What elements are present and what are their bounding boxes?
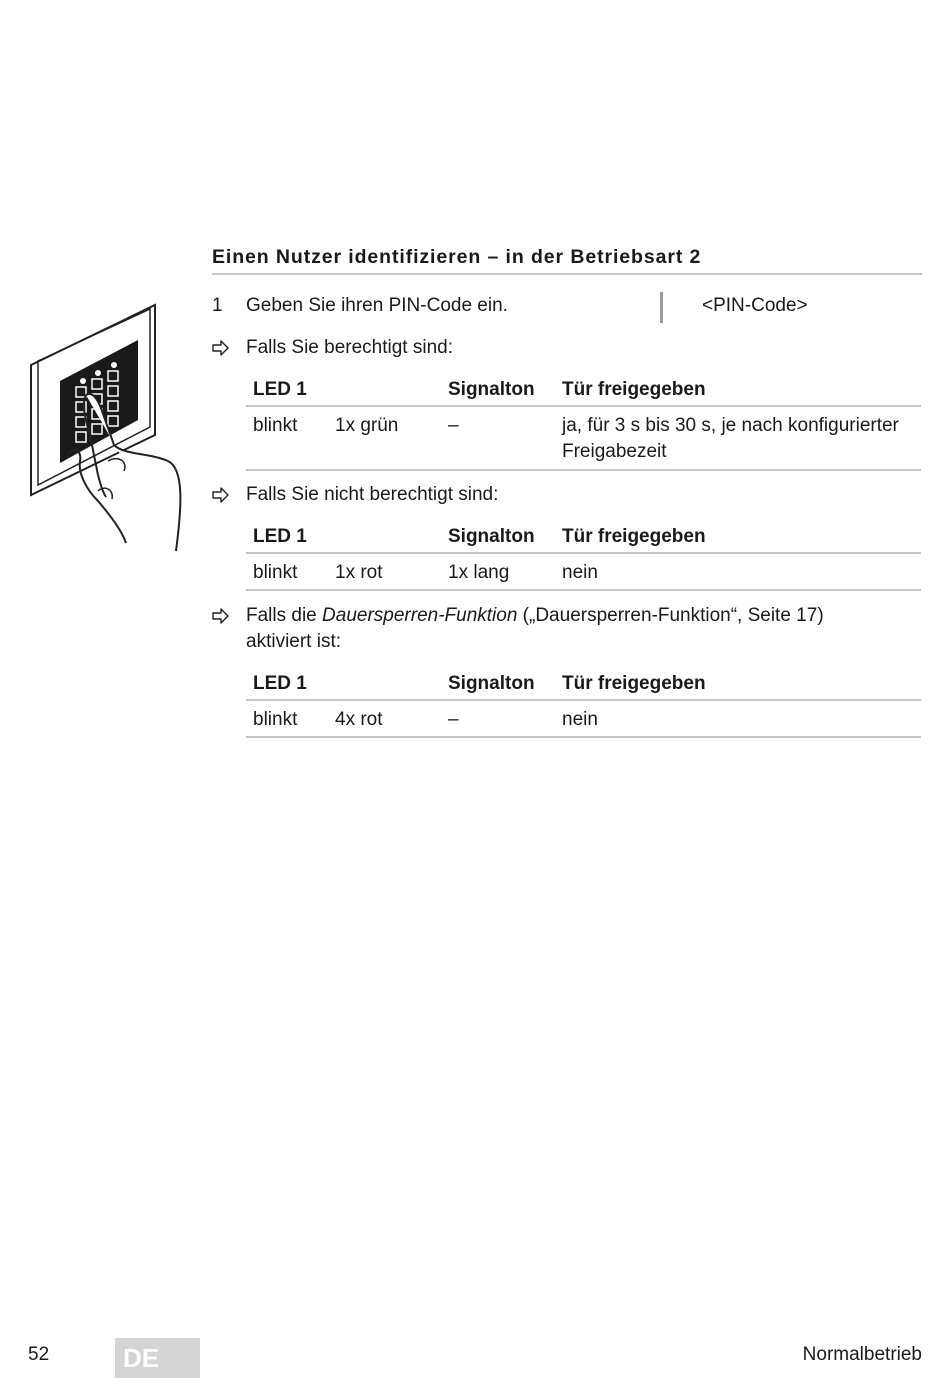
cell-door: nein	[562, 562, 598, 583]
cell-door-line1: ja, für 3 s bis 30 s, je nach konfigurierter	[562, 415, 899, 436]
cell-door	[562, 413, 917, 465]
section-name: Normalbetrieb	[802, 1344, 922, 1365]
condition-text-start: Falls die	[246, 605, 323, 626]
condition-text: Falls Sie nicht berechtigt sind:	[246, 484, 499, 505]
language-badge: DE	[115, 1338, 200, 1378]
pin-code-label: <PIN-Code>	[702, 295, 808, 316]
result-table-authorized	[246, 371, 921, 471]
header-led: LED 1	[253, 379, 307, 400]
cell-led: blinkt	[253, 415, 298, 436]
header-signal: Signalton	[448, 526, 535, 547]
cell-door: nein	[562, 709, 598, 730]
header-led: LED 1	[253, 673, 307, 694]
cell-signal: –	[448, 709, 459, 730]
cell-color: 1x rot	[335, 562, 383, 583]
arrow-right-icon	[212, 335, 230, 361]
arrow-right-icon	[212, 603, 230, 629]
cell-signal: 1x lang	[448, 562, 510, 583]
condition-text: Falls Sie berechtigt sind:	[246, 337, 453, 358]
step-text: Geben Sie ihren PIN-Code ein.	[246, 295, 508, 316]
condition-text-line2: aktiviert ist:	[246, 631, 342, 652]
arrow-right-icon	[212, 482, 230, 508]
table-row	[246, 554, 921, 591]
page-reference: („Dauersperren-Funktion“, Seite 17)	[517, 605, 824, 626]
table-row	[246, 701, 921, 738]
header-door: Tür freigegeben	[562, 673, 706, 694]
keypad-hand-illustration	[28, 295, 188, 555]
cell-led: blinkt	[253, 562, 298, 583]
function-name: Dauersperren-Funktion	[322, 605, 518, 626]
condition-text	[246, 603, 886, 655]
result-table-permanent-lock	[246, 665, 921, 738]
header-led: LED 1	[253, 526, 307, 547]
cell-led: blinkt	[253, 709, 298, 730]
cell-door-line2: Freigabezeit	[562, 441, 667, 462]
result-table-not-authorized	[246, 518, 921, 591]
step-divider	[660, 292, 663, 323]
table-header	[246, 518, 921, 554]
cell-color: 4x rot	[335, 709, 383, 730]
step-number: 1	[212, 295, 223, 316]
cell-signal: –	[448, 415, 459, 436]
table-row	[246, 407, 921, 471]
header-signal: Signalton	[448, 673, 535, 694]
step-1	[212, 295, 922, 323]
header-signal: Signalton	[448, 379, 535, 400]
header-door: Tür freigegeben	[562, 526, 706, 547]
cell-color: 1x grün	[335, 415, 399, 436]
page-number: 52	[28, 1344, 50, 1365]
header-door: Tür freigegeben	[562, 379, 706, 400]
table-header	[246, 371, 921, 407]
table-header	[246, 665, 921, 701]
section-title: Einen Nutzer identifizieren – in der Betriebsart 2	[212, 246, 922, 275]
